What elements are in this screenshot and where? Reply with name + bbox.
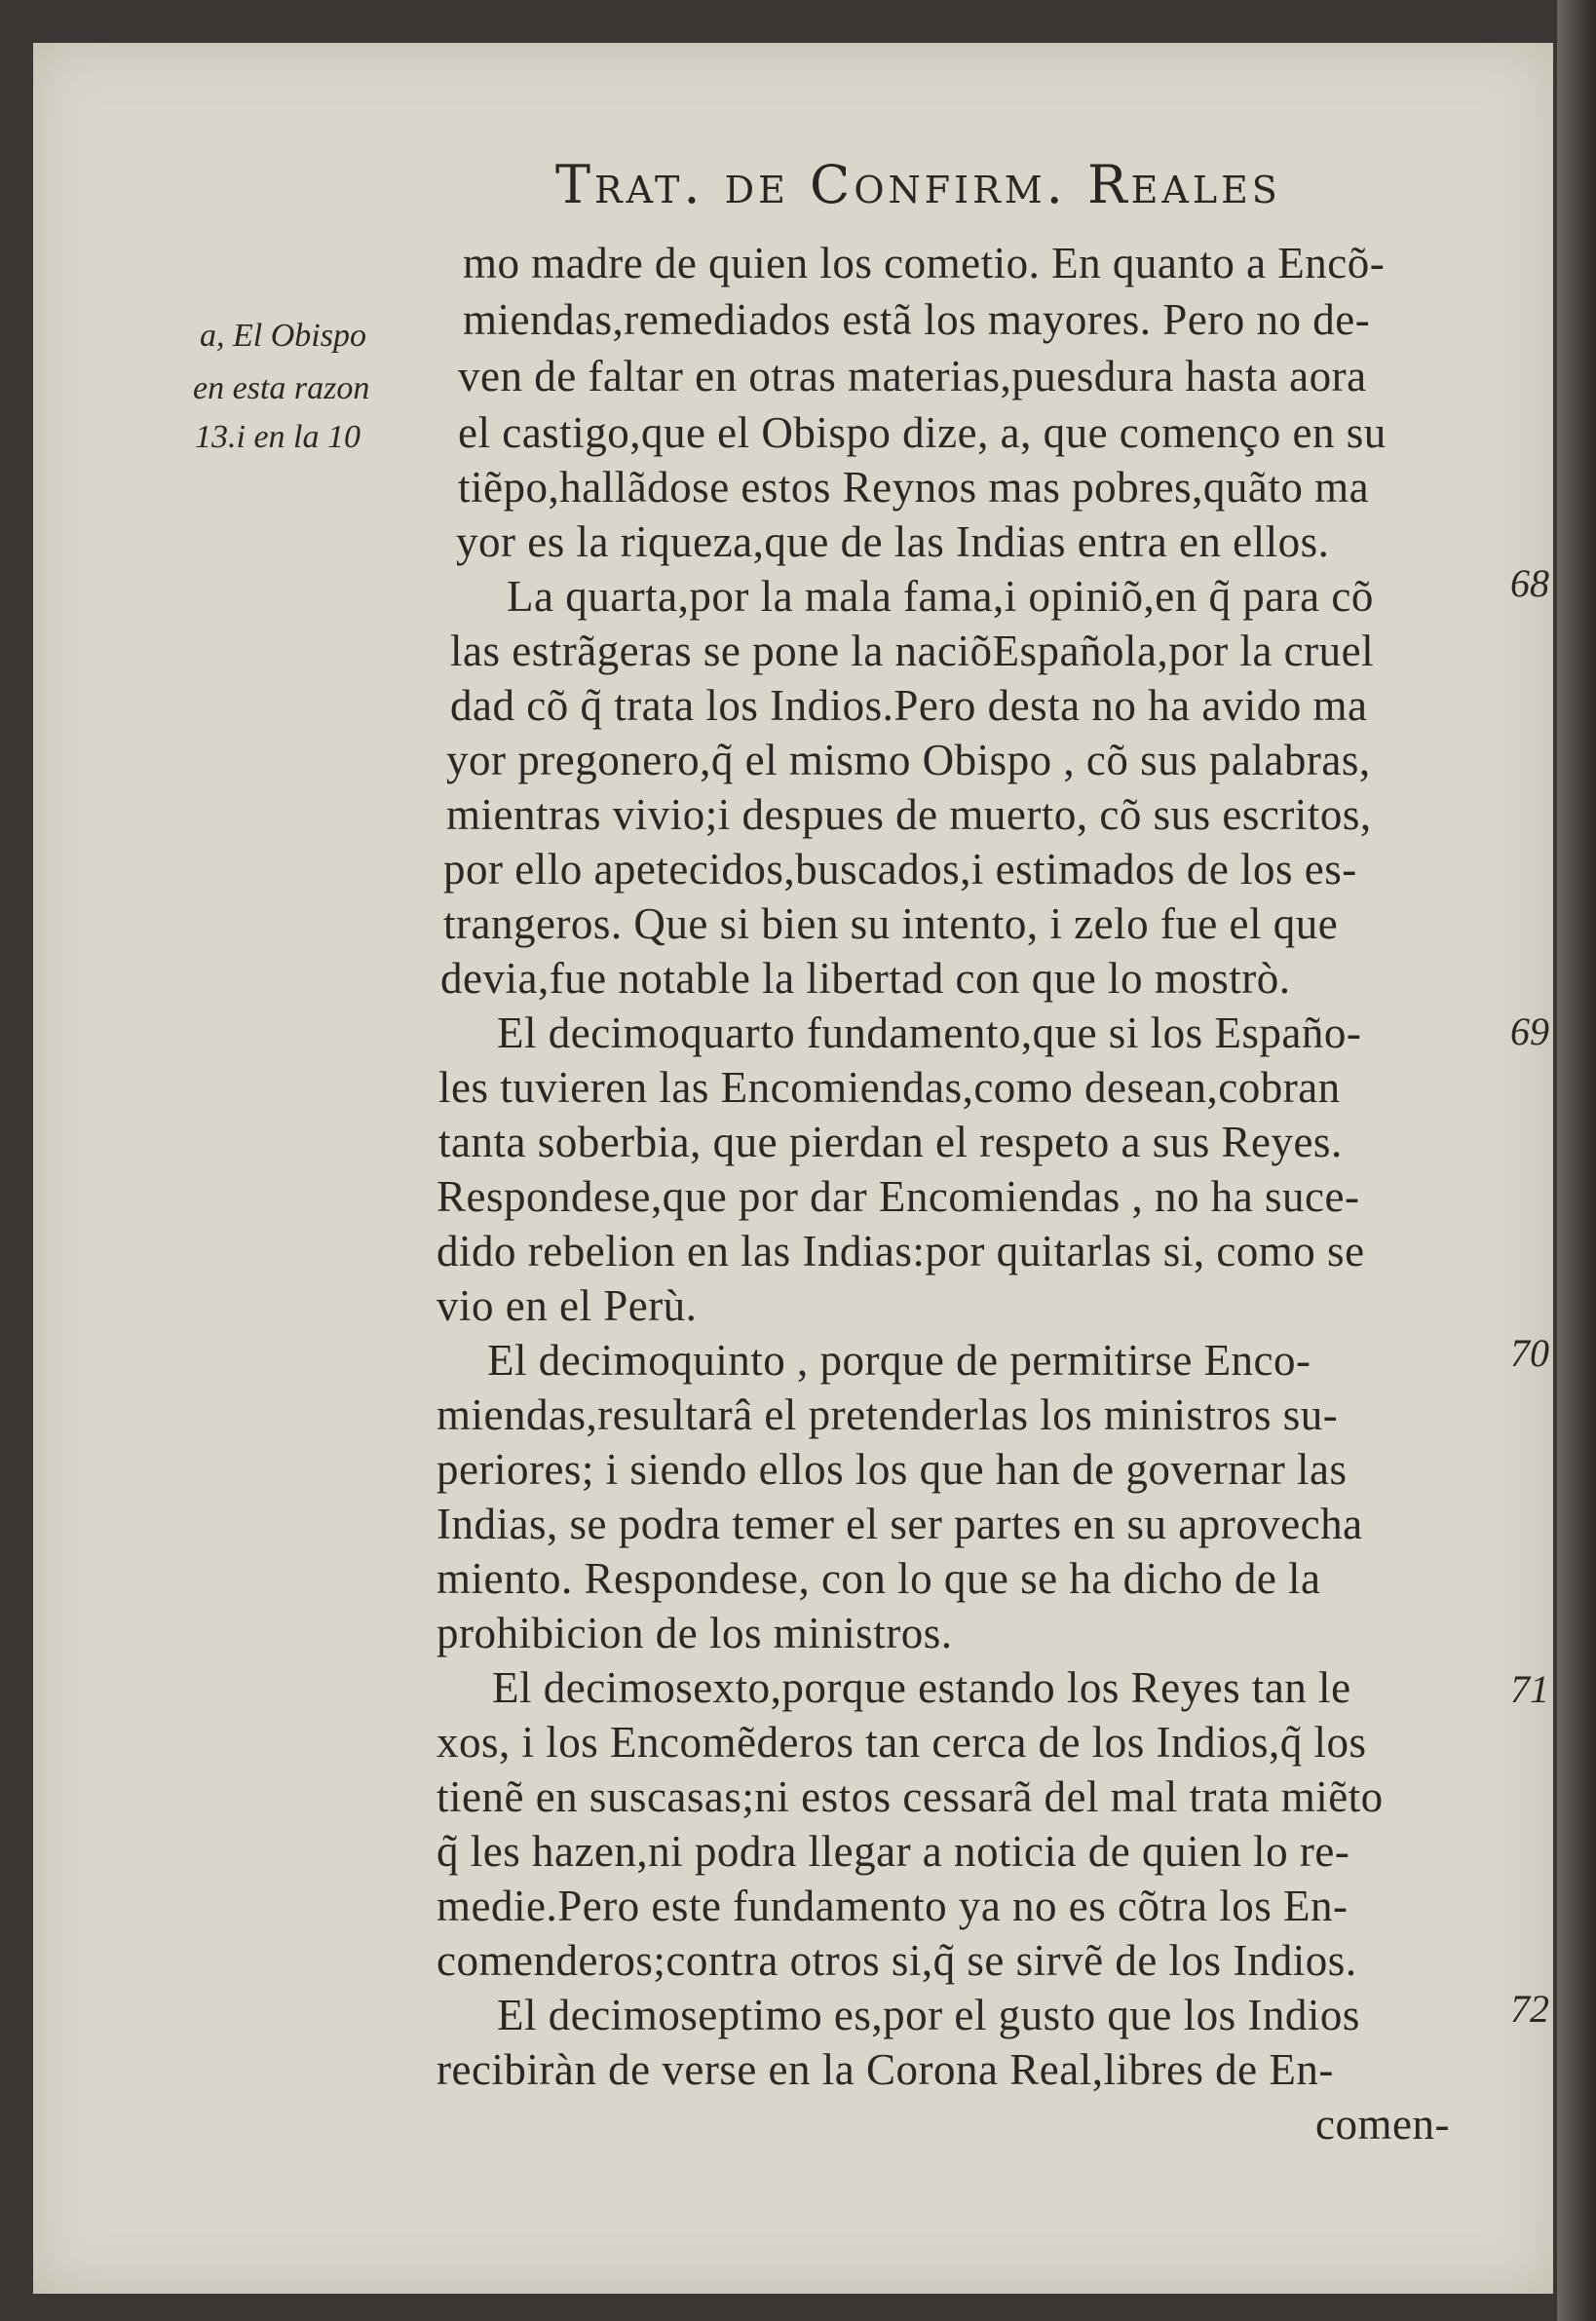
text-line: La quarta,por la mala fama,i opiniõ,en q̃ para cõ — [507, 572, 1374, 621]
paragraph-number-69: 69 — [1510, 1009, 1549, 1053]
text-line: comenderos;contra otros si,q̃ se sirvẽ de los Indios. — [437, 1936, 1357, 1985]
text-line: medie.Pero este fundamento ya no es cõtra los En- — [437, 1882, 1349, 1930]
text-line: tiẽpo,hallãdose estos Reynos mas pobres,quãto ma — [458, 463, 1370, 512]
text-line: El decimoquinto , porque de permitirse Enco- — [487, 1336, 1311, 1385]
text-line: dido rebelion en las Indias:por quitarlas si, como se — [437, 1227, 1365, 1275]
text-line: miendas,remediados estã los mayores. Pero no de- — [463, 295, 1371, 344]
text-line: miendas,resultarâ el pretenderlas los ministros su- — [437, 1390, 1339, 1439]
text-line: trangeros. Que si bien su intento, i zelo fue el que — [443, 899, 1339, 948]
margin-note-1: a, El Obispo — [200, 318, 366, 354]
text-line: miento. Respondese, con lo que se ha dicho de la — [437, 1554, 1321, 1603]
text-line: q̃ les hazen,ni podra llegar a noticia de quien lo re- — [437, 1827, 1350, 1876]
text-line: yor es la riqueza,que de las Indias entra en ellos. — [456, 517, 1330, 566]
text-line: yor pregonero,q̃ el mismo Obispo , cõ sus palabras, — [446, 736, 1371, 784]
text-line: el castigo,que el Obispo dize, a, que començo en su — [458, 408, 1387, 457]
text-line: Respondese,que por dar Encomiendas , no ha suce- — [437, 1172, 1360, 1221]
text-line: El decimoquarto fundamento,que si los Españo- — [497, 1008, 1362, 1057]
text-line: tanta soberbia, que pierdan el respeto a sus Reyes. — [438, 1118, 1343, 1166]
text-line: les tuvieren las Encomiendas,como desean,cobran — [438, 1063, 1341, 1112]
text-line: recibiràn de verse en la Corona Real,libres de En- — [437, 2045, 1334, 2094]
text-line: las estrãgeras se pone la naciõEspañola,por la cruel — [450, 627, 1375, 675]
paragraph-number-71: 71 — [1510, 1667, 1549, 1711]
text-line: ven de faltar en otras materias,puesdura hasta aora — [458, 352, 1367, 400]
text-line: devia,fue notable la libertad con que lo mostrò. — [440, 954, 1291, 1003]
paragraph-number-72: 72 — [1510, 1987, 1549, 2031]
text-line: El decimoseptimo es,por el gusto que los Indios — [497, 1991, 1360, 2039]
text-line: tienẽ en suscasas;ni estos cessarã del mal trata miẽto — [437, 1772, 1384, 1821]
margin-note-3: 13.i en la 10 — [195, 419, 361, 455]
text-line: xos, i los Encomẽderos tan cerca de los Indios,q̃ los — [437, 1718, 1367, 1767]
running-title: Trat. de Confirm. Reales — [555, 154, 1281, 215]
text-line: Indias, se podra temer el ser partes en su aprovecha — [437, 1500, 1363, 1548]
text-line: prohibicion de los ministros. — [437, 1609, 953, 1657]
catchword: comen- — [1315, 2100, 1450, 2149]
text-line: mientras vivio;i despues de muerto, cõ sus escritos, — [446, 790, 1372, 839]
text-line: periores; i siendo ellos los que han de governar las — [437, 1445, 1348, 1494]
text-line: por ello apetecidos,buscados,i estimados de los es- — [443, 845, 1357, 894]
text-line: El decimosexto,porque estando los Reyes tan le — [492, 1663, 1351, 1712]
text-line: vio en el Perù. — [437, 1281, 698, 1330]
page-edge-shadow — [1557, 0, 1596, 2321]
text-line: mo madre de quien los cometio. En quanto a Encõ- — [463, 239, 1386, 287]
paragraph-number-68: 68 — [1510, 561, 1549, 605]
paragraph-number-70: 70 — [1510, 1331, 1549, 1375]
margin-note-2: en esta razon — [193, 370, 370, 406]
text-line: dad cõ q̃ trata los Indios.Pero desta no ha avido ma — [450, 681, 1368, 730]
